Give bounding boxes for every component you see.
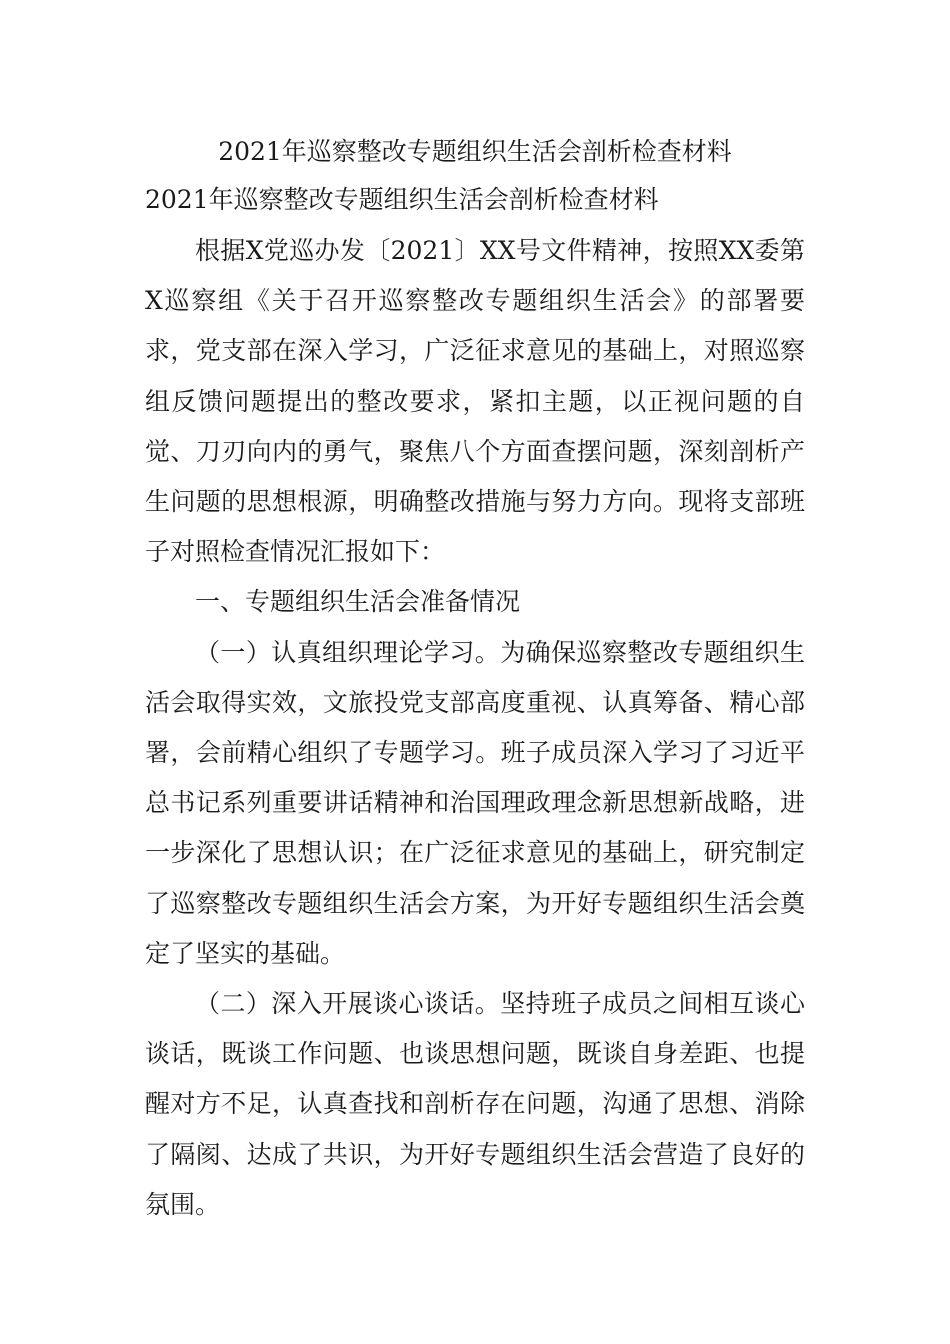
section-heading: 一、专题组织生活会准备情况 bbox=[195, 587, 521, 617]
document-subtitle: 2021年巡察整改专题组织生活会剖析检查材料 bbox=[145, 185, 659, 214]
item-paragraph-1: （一）认真组织理论学习。为确保巡察整改专题组织生活会取得实效，文旅投党支部高度重视、认真筹备、精心部署，会前精心组织了专题学习。班子成员深入学习了习近平总书记系列重要讲话精神和治国理政理念新思想新战略，进一步深化了思想认识；在广泛征求意见的基础上，研究制定了巡察整改专题组织生活会方案，为开好专题组织生活会奠定了坚实的基础。 bbox=[145, 637, 805, 968]
document-body bbox=[145, 226, 805, 1230]
intro-paragraph: 根据X党巡办发〔2021〕XX号文件精神，按照XX委第X巡察组《关于召开巡察整改专题组织生活会》的部署要求，党支部在深入学习，广泛征求意见的基础上，对照巡察组反馈问题提出的整改要求，紧扣主题，以正视问题的自觉、刀刃向内的勇气，聚焦八个方面查摆问题，深刻剖析产生问题的思想根源，明确整改措施与努力方向。现将支部班子对照检查情况汇报如下： bbox=[145, 236, 805, 567]
item-paragraph-2: （二）深入开展谈心谈话。坚持班子成员之间相互谈心谈话，既谈工作问题、也谈思想问题，既谈自身差距、也提醒对方不足，认真查找和剖析存在问题，沟通了思想、消除了隔阂、达成了共识，为开好专题组织生活会营造了良好的氛围。 bbox=[145, 989, 805, 1219]
document-title: 2021年巡察整改专题组织生活会剖析检查材料 bbox=[218, 137, 732, 166]
